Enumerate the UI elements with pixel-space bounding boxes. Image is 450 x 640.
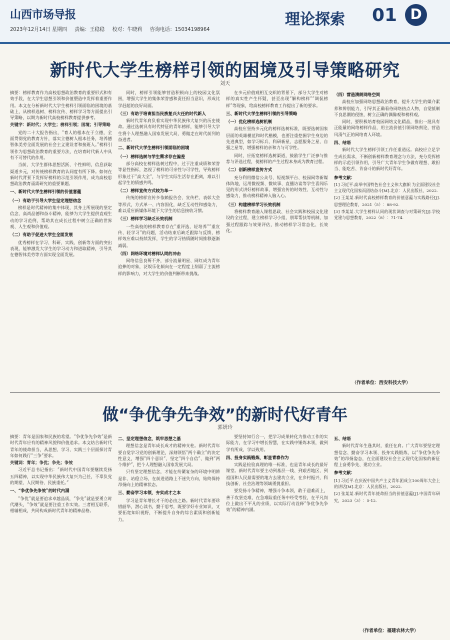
paragraph: 学习是青年增长才干的必由之路。新时代青年要珍惜韶华，潜心读书，勤于思考，既要学好专业知识，又要拓宽知识视野，不断提升自身的综合素质和创新能力。 (118, 497, 220, 522)
paragraph: 新时代青年生逢其时，重任在肩。广大青年要坚定理想信念、勤奋学习本领、投身实践锻炼，以“争优争先争效”的昂扬姿态，在全面建设社会主义现代化国家的新征程上奋勇争先、建功立业。 (334, 443, 440, 468)
article-divider (10, 392, 440, 393)
section-heading: 五、结语 (334, 436, 351, 441)
article2-author: 郭妍玲 (217, 425, 233, 431)
article2-column-3 (226, 434, 328, 632)
article1-column-1 (10, 90, 112, 382)
paragraph: 将榜样教育融入课程思政、社会实践和校园文化建设的全过程，建立榜样学习小组、朋辈帮扶等机制，加强过程跟踪与效果评估，推动榜样学习常态化、长效化。 (226, 209, 328, 233)
paragraph: 要坚持知行合一，把学习成果转化为推动工作的实际能力，在学习中增长智慧，在实践中锤炼本领，做到学有所成、学以致用。 (226, 434, 328, 452)
reference: [3] 李某某.大学生榜样认同的现状调查与对策研究[J].学校党建与思想教育，2022（8）：71-74. (334, 209, 440, 221)
section-heading: （三）榜样学习缺乏长效机制 (118, 216, 173, 222)
paragraph: “争优”就是要追求卓越品质，“争先”就是要勇立时代潮头，“争效”就是要注重工作实效。三者相互联系、相辅相成，共同构成新时代青年的精神品格。 (10, 495, 112, 514)
abstract: 摘要：榜样教育作为高校思想政治教育的重要形式和有效手段，在大学生思想引领和价值塑造中发挥着重要作用。本文在分析新时代大学生榜样引领面临的困境的基础上，从榜样选树、榜样宣传、榜样学习等方面提出引导策略，以期为新时代高校榜样教育提供参考。 (10, 90, 112, 121)
article1-author: 刘天 (219, 81, 230, 87)
section-heading: （三）有助于培育担当民族复兴大任的时代新人 (118, 110, 206, 116)
issue-proof: 校对：牛晓莉 (112, 27, 143, 33)
paragraph: 同时，要积极培育校园网络文化精品，推出一批具有正能量的网络榜样作品，用主流价值引领网络舆论，营造风清气正的网络育人环境。 (334, 119, 440, 137)
masthead: 山西市场导报 (10, 8, 76, 21)
reference: [1] 习近平.高举中国特色社会主义伟大旗帜 为全面建设社会主义现代化国家而团结奋斗[M].北京：人民出版社，2022. (334, 181, 440, 194)
paragraph: 习近平总书记指出：“新时代中国青年要继续发扬五四精神，以实现中华民族伟大复兴为己任，不辜负党的期望、人民期待、民族重托。” (10, 467, 112, 486)
reference: [1] 习近平.在庆祝中国共产主义青年团成立100周年大会上的讲话[M].北京：人民出版社，2022. (334, 477, 440, 490)
paragraph: 传统的榜样宣传多依赖报告会、宣传栏、表彰大会等形式，方式单一、内容固化，缺乏互动性和感染力，难以适应新媒体环境下大学生的信息接收习惯。 (118, 195, 220, 214)
section-heading: 四、投身实践锻炼，彰显青春作为 (226, 454, 289, 460)
reference: [2] 张某某.新时代青年使命担当的价值意蕴[J].中国青年研究，2023（3）：5-12. (334, 491, 440, 503)
paragraph: 榜样是时代精神的集中体现，其身上所展现的坚定信念、高尚品德和奋斗精神，能够为大学生提供直观生动的学习范例，帮助其在成长过程中树立正确的世界观、人生观和价值观。 (10, 205, 112, 229)
article1-column-3 (226, 90, 328, 382)
paragraph: 同时，应拓宽榜样选树渠道，鼓励学生广泛参与推荐与评选过程，使榜样的产生过程本身成为教育过程。 (226, 152, 328, 164)
keywords: 关键字：新时代；大学生；榜样引领；困境；引导策略 (10, 122, 111, 128)
paragraph: 网络信息良莠不齐，部分流量明星、网红成为青年追捧的对象，泛娱乐化倾向在一定程度上削弱了主流榜样的影响力，对大学生的价值判断带来挑战。 (118, 258, 220, 276)
page-number: 01 (372, 5, 398, 26)
paragraph: 新时代大学生榜样引领工作任重道远。高校应立足学生成长需求，不断创新榜样教育理念与方法，充分发挥榜样的示范引领作用，引导广大青年学生争做有理想、敢担当、能吃苦、肯奋斗的新时代好青年。 (334, 147, 440, 172)
section-title: 理论探索 (285, 10, 346, 28)
article2-column-1 (10, 434, 112, 632)
section-heading: （四）网络环境对榜样认同的冲击 (118, 250, 181, 256)
article1-affiliation: （作者单位：西安科技大学） (352, 381, 411, 386)
section-heading: 四、结语 (334, 140, 351, 146)
paragraph: 当前，大学生群体思想活跃、个性鲜明，信息获取渠道多元，对传统榜样教育的认同度有所下降。如何在新时代背景下发挥好榜样的示范引领作用，成为高校思想政治教育亟需研究的重要课题。 (10, 162, 112, 187)
article1-column-2 (118, 90, 220, 382)
paragraph: 在多元价值观相互交织的背景下，部分大学生对榜样的真实性产生怀疑，甚至出现“解构榜样”“调侃榜样”等现象，给高校榜样教育工作提出了新的要求。 (226, 90, 328, 108)
paragraph: 实践是检验真理的唯一标准，也是青年成长的最好课堂。新时代青年要主动到基层一线、到艰苦地区、到祖国和人民最需要的地方去建功立业，在乡村振兴、科技创新、社会治理等领域勇挑重担。 (226, 462, 328, 487)
paragraph: 新时代青年肩负着实现中华民族伟大复兴的历史使命。通过选树具有时代特征的青年榜样，能够引导大学生将个人理想融入国家发展大局，勇做走在时代前列的奋进者。 (118, 118, 220, 143)
section-heading: 二、新时代大学生榜样引领面临的困境 (118, 145, 190, 151)
article2-column-2 (118, 434, 220, 632)
issue-editor: 责编：王稳稳 (74, 27, 105, 33)
section-heading: 二、坚定理想信念，筑牢思想之基 (118, 436, 181, 441)
article2-title: 做“争优争先争效”的新时代好青年 (102, 405, 348, 424)
paragraph: 优秀榜样在学习、科研、实践、创新等方面的突出表现，能够激发大学生的学习动力和进取精神，引导其在德智体美劳等方面实现全面发展。 (10, 239, 112, 258)
paragraph: 党的二十大报告指出，“育人的根本在于立德，全面贯彻党的教育方针，落实立德树人根本任务，培养德智体美劳全面发展的社会主义建设者和接班人。”榜样引领作为思想政治教育的重要方法，在培育时代新人中具有不可替代的作用。 (10, 129, 112, 160)
section-heading: 一、新时代大学生榜样引领的价值意蕴 (10, 189, 82, 195)
section-heading: （一）榜样选树与学生需求存在偏差 (118, 153, 186, 159)
section-heading: 参考文献： (334, 174, 355, 180)
article2-affiliation: （作者单位：福建农林大学） (360, 629, 419, 634)
issue-phone: 咨询电话：15034198964 (149, 27, 210, 33)
section-heading: （三）构建榜样学习长效机制 (226, 201, 281, 207)
paragraph: 部分高校在榜样选树过程中，过于注重成绩和荣誉等显性指标，忽视了榜样的可亲性与可学性，导致榜样形象过于“高大全”，与学生实际生活存在距离，难以引起学生的情感共鸣。 (118, 160, 220, 185)
abstract: 摘要：青年是国家和民族的希望。“争优争先争效”是新时代青年应有的精神风貌和价值追求。本文结合新时代青年的使命担当，从思想、学习、实践三个层面探讨青年如何践行“三争”要求。 (10, 434, 112, 458)
article1-column-4 (334, 90, 440, 375)
section-heading: 参考文献： (334, 470, 355, 476)
section-heading: （二）有助于促进大学生全面发展 (10, 232, 73, 238)
issue-date: 2023年12月14日 星期四 (10, 27, 68, 33)
article1-title: 新时代大学生榜样引领的困境及引导策略研究 (50, 61, 400, 81)
page-letter-badge: D (405, 4, 427, 26)
section-heading: 三、勤奋学习本领，夯实成才之本 (118, 490, 181, 496)
paragraph: 理想信念是青年成长成才的精神支柱。新时代青年要自觉学习党的创新理论，深刻领悟“两个确立”的决定性意义，增强“四个意识”、坚定“四个自信”、做到“两个维护”，把个人理想融入国家发展大局。 (118, 443, 220, 468)
paragraph: 要发扬斗争精神，增强斗争本领，敢于迎难而上，善于攻坚克难，在急难险重任务中经受考验，在平凡岗位上做出不平凡的业绩，以实际行动诠释“争优争先争效”的精神内涵。 (226, 488, 328, 513)
section-heading: （二）创新榜样宣传方式 (226, 167, 273, 173)
paragraph: 充分利用微信公众号、短视频平台、校园网等新媒体阵地，运用微视频、微故事、直播访谈等学生喜闻乐见的形式讲好榜样故事，增强宣传的时效性、互动性与感染力，推动榜样精神入脑入心。 (226, 174, 328, 199)
paragraph: 只有坚定理想信念，才能在纷繁复杂的环境中明辨是非、站稳立场，在前进道路上不迷失方向，始终保持昂扬向上的精神状态。 (118, 469, 220, 488)
reference: [2] 王某某.新时代高校榜样教育的价值意蕴与实践路径[J].思想理论教育，2021（5）：88-92. (334, 195, 440, 207)
section-heading: （一）优化榜样选树机制 (226, 119, 273, 125)
paragraph: 一些高校的榜样教育存在“重评选、轻培养”“重宣传、轻学习”的问题，活动结束后缺乏跟踪与反馈，榜样效应难以持续发挥，学生的学习热情随时间推移逐渐减弱。 (118, 223, 220, 248)
issue-meta (10, 26, 216, 33)
section-heading: 一、“争优争先争效”的时代内涵 (10, 488, 70, 494)
section-heading: （二）榜样宣传方式较为单一 (118, 188, 173, 194)
paragraph: 同时，榜样引领能够营造积极向上的校园文化氛围，增强大学生的集体荣誉感和责任担当意识，形成比学赶超的良好局面。 (118, 90, 220, 108)
article2-column-4 (334, 434, 440, 624)
paragraph: 高校应坚持多元化的榜样选树标准，既要选树国家层面的英雄模范和时代楷模，也要注重挖掘学生身边的先进典型，如学习标兵、科研新星、志愿服务之星、自强之星等，增强榜样的亲和力与可学性。 (226, 126, 328, 151)
page-header (0, 0, 450, 44)
section-heading: 三、新时代大学生榜样引领的引导策略 (226, 110, 298, 116)
section-heading: （一）有助于引导大学生坚定理想信念 (10, 197, 82, 203)
section-heading: （四）营造清朗网络空间 (334, 92, 381, 97)
paragraph: 高校应加强网络思想政治教育，提升大学生的媒介素养和辨别能力，引导其正确看待网络热点人物，自觉抵制不良思潮的侵蚀，树立正确的偶像观和榜样观。 (334, 99, 440, 117)
keywords: 关键词：青年；争优；争先；争效 (10, 460, 73, 466)
